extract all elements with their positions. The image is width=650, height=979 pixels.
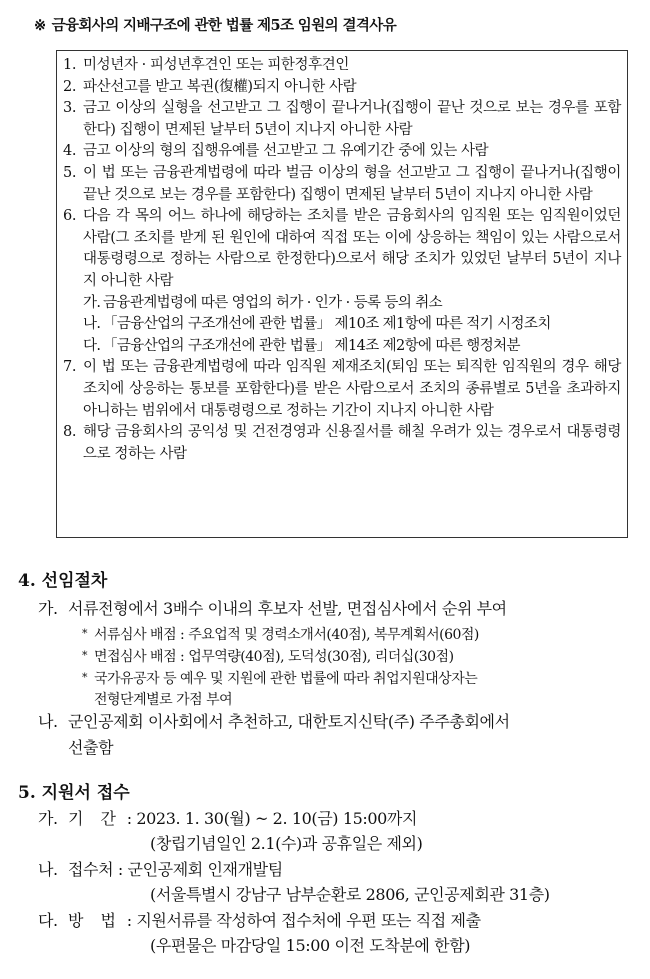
item-number: 6. xyxy=(63,208,77,225)
item-number: 3. xyxy=(63,100,77,117)
item-number: 7. xyxy=(63,359,77,376)
application-office xyxy=(38,857,283,880)
item-text: 이 법 또는 금융관계법령에 따라 벌금 이상의 형을 선고받고 그 집행이 끝나거나(집행이 끝난 것으로 보는 경우를 포함한다) 집행이 면제된 날부터 5년이 지나지 아니한 사람 xyxy=(83,164,621,203)
item-text: 다음 각 목의 어느 하나에 해당하는 조치를 받은 금융회사의 임직원 또는 임직원이었던 사람(그 조치를 받게 된 원인에 대하여 직접 또는 이에 상응하는 책임이 있는 사람으로서 대통령령으로 정하는 사람으로 한정한다)으로서 해당 조치가 있었던 날부터 5년이 지나지 아니한 사람 xyxy=(83,208,621,289)
sub-item xyxy=(83,293,621,315)
box-title-text: 금융회사의 지배구조에 관한 법률 제5조 임원의 결격사유 xyxy=(51,17,397,34)
row-number: 다. xyxy=(38,911,58,930)
sub-item xyxy=(83,314,621,336)
application-period-note: (창립기념일인 2.1(수)과 공휴일은 제외) xyxy=(150,834,423,853)
row-value: : 2023. 1. 30(월) ~ 2. 10(금) 15:00까지 xyxy=(126,809,418,828)
sub-item xyxy=(83,336,621,358)
step-text: 서류전형에서 3배수 이내의 후보자 선발, 면접심사에서 순위 부여 xyxy=(68,599,507,618)
application-method-note: (우편물은 마감당일 15:00 이전 도착분에 한함) xyxy=(150,936,471,955)
step-number: 나. xyxy=(38,712,58,731)
list-item xyxy=(63,55,621,77)
application-method xyxy=(38,908,481,931)
sub-item-number: 가. xyxy=(83,294,101,311)
sub-item-text: 「금융산업의 구조개선에 관한 법률」 제14조 제2항에 따른 행정처분 xyxy=(103,337,520,354)
item-text: 이 법 또는 금융관계법령에 따라 임직원 제재조치(퇴임 또는 퇴직한 임직원의 경우 해당 조치에 상응하는 통보를 포함한다)를 받은 사람으로서 조치의 종류별로 5년을 초과하지 아니하는 범위에서 대통령령으로 정하는 기간이 지나지 아니한 사람 xyxy=(83,359,621,419)
section-4-heading: 4. 선임절차 xyxy=(18,571,108,591)
list-item xyxy=(63,206,621,357)
row-number: 가. xyxy=(38,809,58,828)
list-item xyxy=(63,141,621,163)
note-veteran-bonus xyxy=(82,668,477,688)
row-label: 방 법 xyxy=(68,911,122,930)
item-text: 해당 금융회사의 공익성 및 건전경영과 신용질서를 해칠 우려가 있는 경우로서 대통령령으로 정하는 사람 xyxy=(83,424,621,462)
step-text: 군인공제회 이사회에서 추천하고, 대한토지신탁(주) 주주총회에서 xyxy=(68,712,510,731)
asterisk-icon: * xyxy=(82,627,87,640)
list-item xyxy=(63,422,621,465)
step-number: 가. xyxy=(38,599,58,618)
disqualification-box xyxy=(56,50,628,538)
row-value: : 지원서류를 작성하여 접수처에 우편 또는 직접 제출 xyxy=(126,911,481,930)
item-number: 2. xyxy=(63,78,77,95)
selection-step-na xyxy=(38,709,510,732)
list-item xyxy=(63,77,621,99)
application-office-address: (서울특별시 강남구 남부순환로 2806, 군인공제회관 31층) xyxy=(150,885,550,904)
item-text: 금고 이상의 실형을 선고받고 그 집행이 끝나거나(집행이 끝난 것으로 보는 경우를 포함한다) 집행이 면제된 날부터 5년이 지나지 아니한 사람 xyxy=(83,100,621,138)
note-interview-scoring xyxy=(82,646,454,666)
asterisk-icon: * xyxy=(82,649,87,662)
row-label: 기 간 xyxy=(68,809,122,828)
selection-step-ga xyxy=(38,596,507,619)
section-5-heading: 5. 지원서 접수 xyxy=(18,783,130,803)
item-number: 1. xyxy=(63,57,77,73)
sub-item-text: 금융관계법령에 따른 영업의 허가 · 인가 · 등록 등의 취소 xyxy=(103,294,443,311)
item-number: 5. xyxy=(63,164,77,181)
list-item xyxy=(63,357,621,422)
item-text: 금고 이상의 형의 집행유예를 선고받고 그 유예기간 중에 있는 사람 xyxy=(83,143,489,160)
note-document-scoring xyxy=(82,624,479,644)
sub-item-number: 나. xyxy=(83,316,101,333)
asterisk-icon: * xyxy=(82,671,87,684)
disqualification-box-title xyxy=(34,14,396,35)
row-number: 나. xyxy=(38,860,58,879)
sub-item-number: 다. xyxy=(83,337,101,354)
list-item xyxy=(63,98,621,141)
note-text: 서류심사 배점 : 주요업적 및 경력소개서(40점), 복무계획서(60점) xyxy=(94,627,479,643)
list-item xyxy=(63,163,621,206)
row-label: 접수처 xyxy=(68,860,114,879)
row-value: : 군인공제회 인재개발팀 xyxy=(117,860,283,879)
item-text: 파산선고를 받고 복권(復權)되지 아니한 사람 xyxy=(83,78,357,95)
note-text: 국가유공자 등 예우 및 지원에 관한 법률에 따라 취업지원대상자는 xyxy=(94,671,478,687)
item-number: 8. xyxy=(63,424,77,441)
note-text: 면접심사 배점 : 업무역량(40점), 도덕성(30점), 리더십(30점) xyxy=(94,649,454,665)
selection-step-na-cont: 선출함 xyxy=(68,738,114,757)
application-period xyxy=(38,806,417,829)
note-veteran-bonus-cont: 전형단계별로 가점 부여 xyxy=(94,692,233,708)
sub-item-text: 「금융산업의 구조개선에 관한 법률」 제10조 제1항에 따른 적기 시정조치 xyxy=(103,316,551,333)
item-number: 4. xyxy=(63,143,77,160)
reference-mark: ※ xyxy=(34,17,46,34)
item-text: 미성년자 · 피성년후견인 또는 피한정후견인 xyxy=(83,57,349,73)
